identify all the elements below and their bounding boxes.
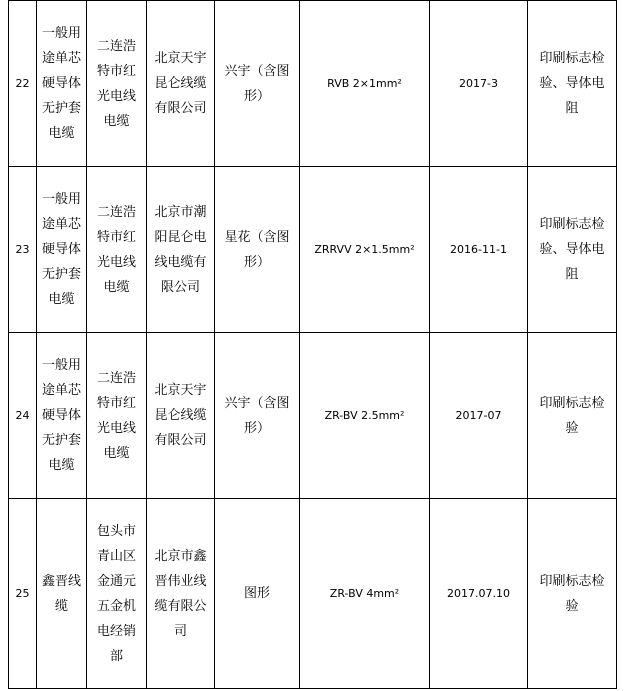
trademark-cell (215, 333, 300, 499)
manufacturer-name: 北京市鑫 晋伟业线 缆有限公 司 (154, 548, 207, 639)
production-date: 2016-11-1 (450, 243, 507, 256)
seller-cell (87, 1, 147, 167)
failed-item-cell (528, 1, 617, 167)
failed-item-cell (528, 167, 617, 333)
seller-name: 二连浩 特市红 光电线 电缆 (96, 38, 136, 129)
table-row (9, 1, 617, 167)
seller-cell (87, 499, 147, 689)
spec-cell (300, 499, 430, 689)
date-cell (430, 333, 528, 499)
failed-item-cell (528, 499, 617, 689)
row-number-cell (9, 333, 37, 499)
spec-model: ZR-BV 2.5mm² (324, 409, 405, 422)
row-number-cell (9, 499, 37, 689)
row-number-cell (9, 167, 37, 333)
failed-item: 印刷标志检 验 (539, 573, 605, 614)
product-name-cell (37, 1, 87, 167)
row-number: 23 (15, 243, 30, 256)
trademark: 图形 (243, 586, 270, 601)
product-name: 鑫晋线 缆 (41, 573, 81, 614)
seller-name: 二连浩 特市红 光电线 电缆 (96, 370, 136, 461)
trademark: 兴宇（含图 形） (224, 63, 290, 104)
manufacturer-name: 北京天宇 昆仑线缆 有限公司 (154, 51, 207, 116)
trademark-cell (215, 499, 300, 689)
table-row (9, 499, 617, 689)
product-name-cell (37, 333, 87, 499)
failed-item: 印刷标志检 验、导体电 阻 (539, 51, 605, 116)
failed-item: 印刷标志检 验、导体电 阻 (539, 217, 605, 282)
table-row (9, 333, 617, 499)
spec-cell (300, 333, 430, 499)
row-number: 22 (15, 77, 30, 90)
trademark-cell (215, 167, 300, 333)
date-cell (430, 1, 528, 167)
table-row (9, 167, 617, 333)
product-name: 一般用 途单芯 硬导体 无护套 电缆 (41, 358, 81, 473)
spec-model: RVB 2×1mm² (327, 77, 402, 90)
manufacturer-cell (147, 499, 215, 689)
manufacturer-name: 北京市潮 阳昆仑电 线电缆有 限公司 (154, 204, 207, 295)
spec-cell (300, 167, 430, 333)
seller-name: 二连浩 特市红 光电线 电缆 (96, 204, 136, 295)
manufacturer-cell (147, 167, 215, 333)
spec-model: ZR-BV 4mm² (329, 587, 400, 600)
date-cell (430, 167, 528, 333)
trademark-cell (215, 1, 300, 167)
product-name: 一般用 途单芯 硬导体 无护套 电缆 (41, 192, 81, 307)
spec-cell (300, 1, 430, 167)
failed-item-cell (528, 333, 617, 499)
manufacturer-name: 北京天宇 昆仑线缆 有限公司 (154, 383, 207, 448)
production-date: 2017.07.10 (447, 587, 510, 600)
trademark: 兴宇（含图 形） (224, 395, 290, 436)
trademark: 星花（含图 形） (224, 229, 290, 270)
product-name-cell (37, 167, 87, 333)
manufacturer-cell (147, 1, 215, 167)
date-cell (430, 499, 528, 689)
production-date: 2017-3 (459, 77, 498, 90)
row-number: 25 (15, 587, 30, 600)
inspection-table (8, 0, 617, 689)
failed-item: 印刷标志检 验 (539, 395, 605, 436)
seller-name: 包头市 青山区 金通元 五金机 电经销 部 (96, 523, 136, 664)
seller-cell (87, 333, 147, 499)
seller-cell (87, 167, 147, 333)
manufacturer-cell (147, 333, 215, 499)
spec-model: ZRRVV 2×1.5mm² (314, 243, 415, 256)
row-number: 24 (15, 409, 30, 422)
production-date: 2017-07 (455, 409, 502, 422)
row-number-cell (9, 1, 37, 167)
product-name-cell (37, 499, 87, 689)
product-name: 一般用 途单芯 硬导体 无护套 电缆 (41, 26, 81, 141)
